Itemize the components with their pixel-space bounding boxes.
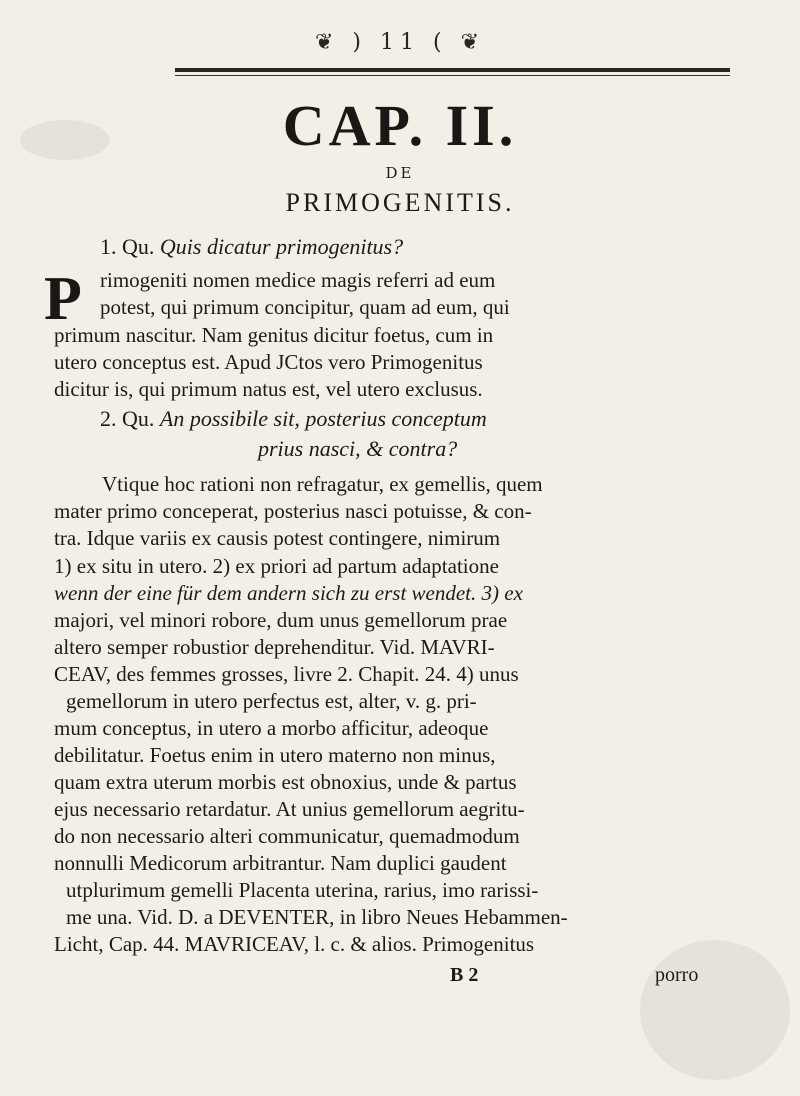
- text-line: utplurimum gemelli Placenta uterina, rarius, imo rarissi-: [66, 878, 539, 902]
- text-line: quam extra uterum morbis est obnoxius, unde & partus: [54, 770, 517, 794]
- text-line: CEAV, des femmes grosses, livre 2. Chapit. 24. 4) unus: [54, 662, 519, 686]
- catchword: porro: [655, 964, 699, 986]
- text-line: mum conceptus, in utero a morbo afficitur, adeoque: [54, 716, 489, 740]
- question-2: [100, 408, 487, 430]
- chapter-title: PRIMOGENITIS.: [285, 188, 515, 217]
- text-line: majori, vel minori robore, dum unus gemellorum prae: [54, 608, 508, 632]
- text-line: Vtique hoc rationi non refragatur, ex gemellis, quem: [102, 472, 543, 496]
- text-line: gemellorum in utero perfectus est, alter, v. g. pri-: [66, 689, 477, 713]
- text-line: wenn der eine für dem andern sich zu erst wendet. 3) ex: [54, 581, 523, 605]
- question-1: [100, 236, 403, 258]
- text-line: debilitatur. Foetus enim in utero materno non minus,: [54, 743, 496, 767]
- text-line: do non necessario alteri communicatur, quemadmodum: [54, 824, 520, 848]
- question-2-text-line-1: An possibile sit, posterius conceptum: [159, 406, 487, 431]
- text-line: me una. Vid. D. a DEVENTER, in libro Neues Hebammen-: [66, 905, 568, 929]
- question-1-label: Qu.: [122, 234, 155, 259]
- text-line: nonnulli Medicorum arbitrantur. Nam duplici gaudent: [54, 851, 507, 875]
- question-1-text: Quis dicatur primogenitus?: [159, 234, 404, 259]
- question-2-label: Qu.: [122, 406, 155, 431]
- question-1-number: 1.: [100, 234, 117, 259]
- header-rule: [175, 68, 730, 72]
- question-2-number: 2.: [100, 406, 117, 431]
- header-ornament: ❦ ) 11 ( ❦: [315, 30, 485, 55]
- paper-stain: [640, 940, 790, 1080]
- page-footer: [0, 964, 800, 984]
- text-line: dicitur is, qui primum natus est, vel utero exclusus.: [54, 377, 483, 401]
- text-line: tra. Idque variis ex causis potest contingere, nimirum: [54, 526, 501, 550]
- question-2-text-line-2: prius nasci, & contra?: [258, 436, 458, 461]
- text-line: ejus necessario retardatur. At unius gemellorum aegritu-: [54, 797, 525, 821]
- drop-capital: P: [44, 265, 82, 333]
- text-line: mater primo conceperat, posterius nasci potuisse, & con-: [54, 499, 532, 523]
- signature-mark: B 2: [450, 964, 479, 986]
- text-line: rimogeniti nomen medice magis referri ad eum: [100, 268, 496, 292]
- text-line: altero semper robustior deprehenditur. Vid. MAVRI-: [54, 635, 495, 659]
- text-line: Licht, Cap. 44. MAVRICEAV, l. c. & alios. Primogenitus: [54, 932, 535, 956]
- text-line: potest, qui primum concipitur, quam ad eum, qui: [100, 295, 510, 319]
- text-line: utero conceptus est. Apud JCtos vero Primogenitus: [54, 350, 483, 374]
- text-line: primum nascitur. Nam genitus dicitur foetus, cum in: [54, 323, 494, 347]
- heading-de: DE: [385, 164, 415, 182]
- header-rule-thin: [175, 75, 730, 76]
- chapter-heading: CAP. II.: [282, 93, 518, 158]
- text-line: 1) ex situ in utero. 2) ex priori ad partum adaptatione: [54, 554, 499, 578]
